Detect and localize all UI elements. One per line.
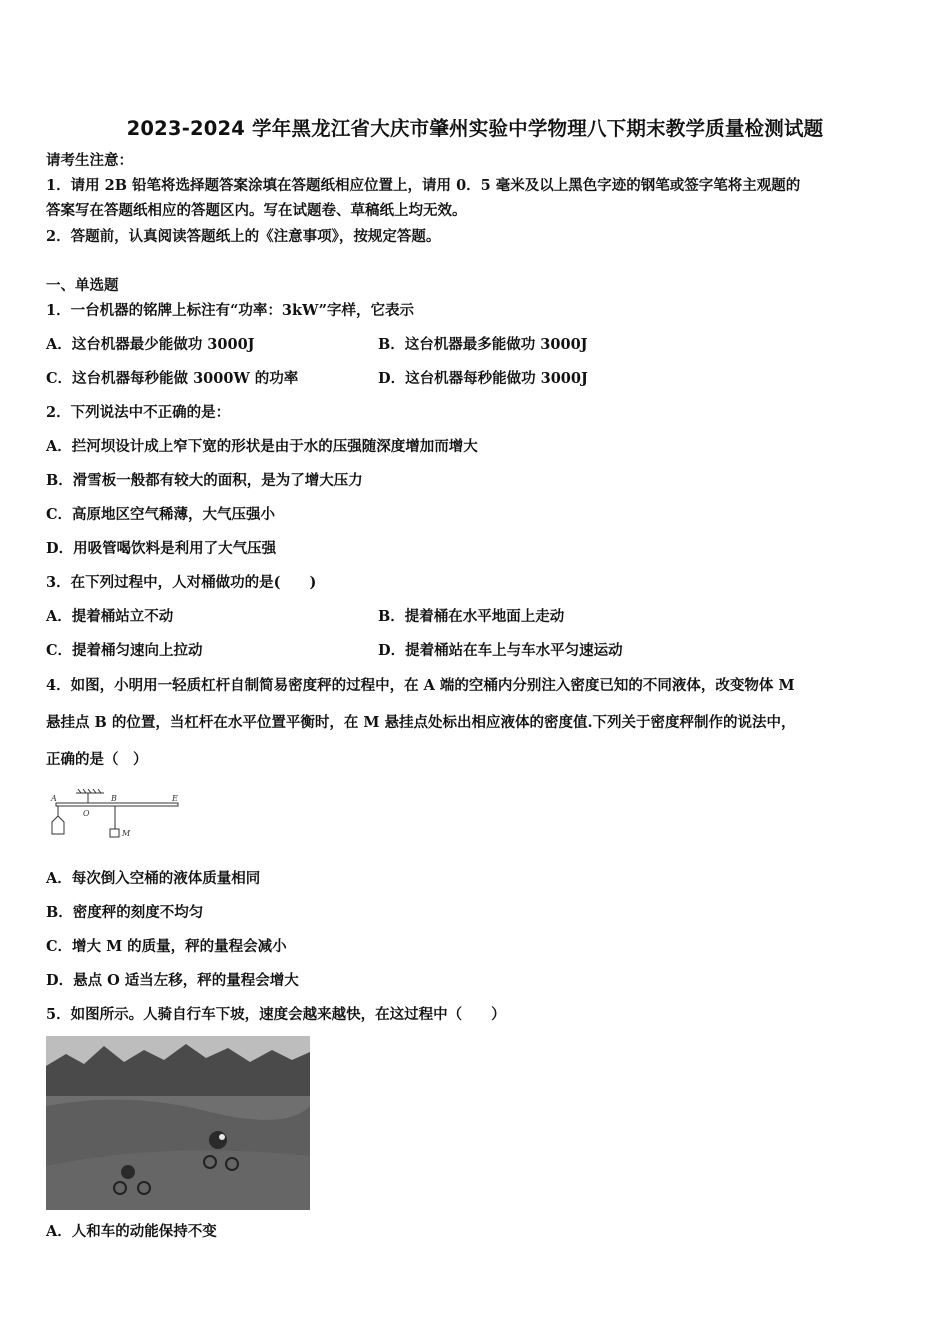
q4-stem-line-2: 悬挂点 B 的位置，当杠杆在水平位置平衡时，在 M 悬挂点处标出相应液体的密度值.下列关于密度秤制作的说法中， <box>46 714 796 731</box>
label-weight-m: M <box>122 829 131 838</box>
q1-option-c: C．这台机器每秒能做 3000W 的功率 <box>46 370 299 387</box>
q1-stem: 1．一台机器的铭牌上标注有“功率：3kW”字样，它表示 <box>46 302 414 319</box>
exam-title: 2023-2024 学年黑龙江省大庆市肇州实验中学物理八下期末教学质量检测试题 <box>126 117 824 140</box>
q3-stem: 3．在下列过程中，人对桶做功的是( ) <box>46 574 317 591</box>
q4-option-c: C．增大 M 的质量，秤的量程会减小 <box>46 938 287 955</box>
q2-option-c: C．高原地区空气稀薄，大气压强小 <box>46 506 276 523</box>
photo-slope <box>46 1150 310 1210</box>
q1-option-b: B．这台机器最多能做功 3000J <box>378 336 588 353</box>
notice-item-1-line-1: 1．请用 2B 铅笔将选择题答案涂填在答题纸相应位置上，请用 0．5 毫米及以上黑色字迹的钢笔或签字笔将主观题的 <box>46 177 801 194</box>
lever-bar <box>56 803 178 806</box>
q5-stem: 5．如图所示。人骑自行车下坡，速度会越来越快，在这过程中（ ） <box>46 1006 506 1023</box>
lever-diagram <box>46 788 186 844</box>
q4-stem-line-1: 4．如图，小明用一轻质杠杆自制简易密度秤的过程中，在 A 端的空桶内分别注入密度已知的不同液体，改变物体 M <box>46 677 795 694</box>
label-point-a: A <box>51 794 57 803</box>
section-heading: 一、单选题 <box>46 277 119 294</box>
q3-option-b: B．提着桶在水平地面上走动 <box>378 608 565 625</box>
q2-stem: 2．下列说法中不正确的是： <box>46 404 231 421</box>
q2-option-a: A．拦河坝设计成上窄下宽的形状是由于水的压强随深度增加而增大 <box>46 438 478 455</box>
q5-option-a: A．人和车的动能保持不变 <box>46 1223 217 1240</box>
q3-option-c: C．提着桶匀速向上拉动 <box>46 642 203 659</box>
q4-stem-line-3: 正确的是（ ） <box>46 751 148 768</box>
label-point-o: O <box>83 809 90 818</box>
lever-support-hatching <box>78 789 101 793</box>
q4-option-a: A．每次倒入空桶的液体质量相同 <box>46 870 261 887</box>
notice-item-2: 2．答题前，认真阅读答题纸上的《注意事项》，按规定答题。 <box>46 228 441 245</box>
q4-option-b: B．密度秤的刻度不均匀 <box>46 904 204 921</box>
q4-option-d: D．悬点 O 适当左移，秤的量程会增大 <box>46 972 299 989</box>
notice-item-1-line-2: 答案写在答题纸相应的答题区内。写在试题卷、草稿纸上均无效。 <box>46 202 467 219</box>
notice-heading: 请考生注意： <box>46 152 133 169</box>
bucket <box>52 816 64 834</box>
cyclist-downhill-photo <box>46 1036 310 1210</box>
q3-option-d: D．提着桶站在车上与车水平匀速运动 <box>378 642 623 659</box>
weight-m <box>110 829 119 837</box>
q1-option-a: A．这台机器最少能做功 3000J <box>46 336 255 353</box>
label-point-b: B <box>111 794 117 803</box>
label-point-e: E <box>172 794 178 803</box>
q2-option-b: B．滑雪板一般都有较大的面积，是为了增大压力 <box>46 472 363 489</box>
q1-option-d: D．这台机器每秒能做功 3000J <box>378 370 588 387</box>
q3-option-a: A．提着桶站立不动 <box>46 608 174 625</box>
q2-option-d: D．用吸管喝饮料是利用了大气压强 <box>46 540 277 557</box>
